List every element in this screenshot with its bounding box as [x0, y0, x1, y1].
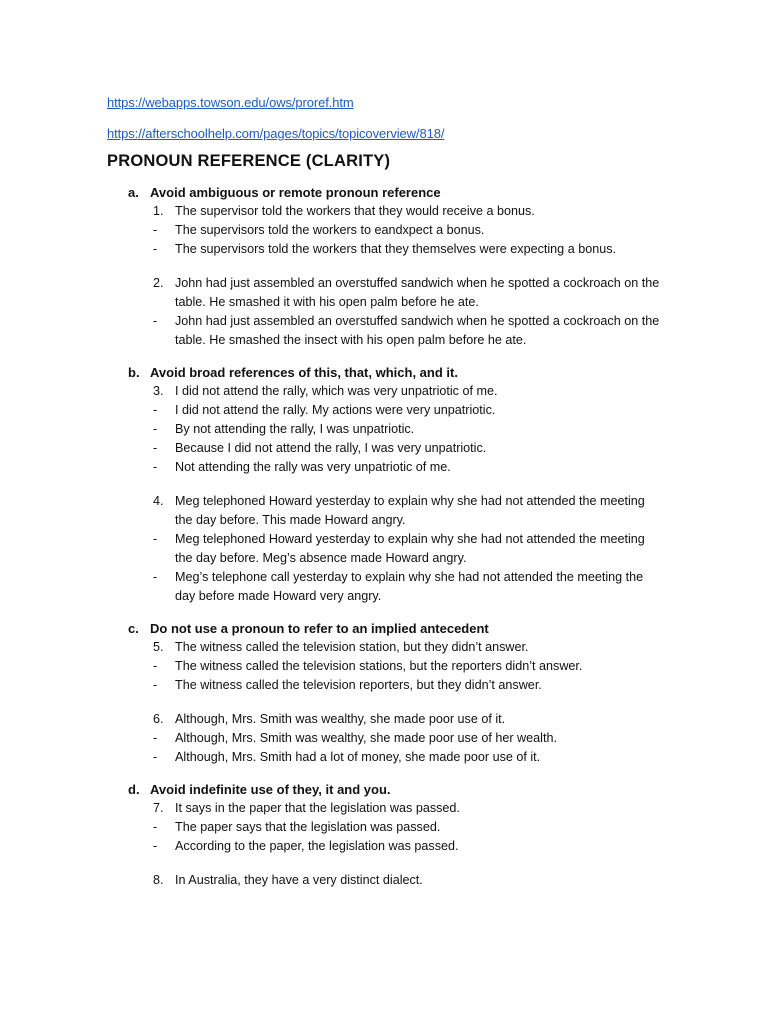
revision-item	[107, 837, 667, 856]
revision-item	[107, 401, 667, 420]
item-text: The supervisors told the workers to eandxpect a bonus.	[175, 223, 485, 237]
item-marker: -	[153, 223, 158, 237]
section-a	[107, 183, 667, 350]
item-text: Although, Mrs. Smith was wealthy, she made poor use of her wealth.	[175, 731, 557, 745]
section-title: Avoid indefinite use of they, it and you.	[150, 782, 391, 797]
revision-item	[107, 221, 667, 240]
item-marker: -	[153, 731, 158, 745]
reference-link-towson[interactable]: https://webapps.towson.edu/ows/proref.htm	[107, 95, 354, 110]
page-title: PRONOUN REFERENCE (CLARITY)	[107, 152, 391, 170]
example-item	[107, 638, 667, 657]
revision-item	[107, 568, 667, 606]
document-body	[107, 183, 667, 903]
revision-item	[107, 439, 667, 458]
section-letter: c.	[128, 621, 139, 636]
item-text: It says in the paper that the legislation was passed.	[175, 801, 460, 815]
section-d	[107, 780, 667, 890]
section-title: Avoid ambiguous or remote pronoun reference	[150, 185, 441, 200]
item-text: Not attending the rally was very unpatriotic of me.	[175, 460, 451, 474]
item-marker: 7.	[153, 801, 164, 815]
item-marker: -	[153, 678, 158, 692]
item-marker: 8.	[153, 873, 164, 887]
item-marker: -	[153, 314, 158, 328]
section-letter: b.	[128, 365, 140, 380]
item-marker: 4.	[153, 494, 164, 508]
revision-item	[107, 657, 667, 676]
example-group	[107, 638, 667, 695]
item-text: The supervisors told the workers that they themselves were expecting a bonus.	[175, 242, 617, 256]
example-item	[107, 202, 667, 221]
section-heading	[107, 780, 667, 799]
item-text: By not attending the rally, I was unpatriotic.	[175, 422, 415, 436]
item-text: Meg’s telephone call yesterday to explain why she had not attended the meeting the day before made Howard very angry.	[175, 570, 644, 603]
item-text: I did not attend the rally, which was very unpatriotic of me.	[175, 384, 498, 398]
item-marker: -	[153, 839, 158, 853]
example-item	[107, 492, 667, 530]
item-text: According to the paper, the legislation was passed.	[175, 839, 459, 853]
example-group	[107, 799, 667, 856]
item-marker: -	[153, 422, 158, 436]
item-text: John had just assembled an overstuffed sandwich when he spotted a cockroach on the table. He smashed it with his open palm before he ate.	[175, 276, 660, 309]
example-item	[107, 871, 667, 890]
reference-links	[107, 93, 444, 155]
section-heading	[107, 183, 667, 202]
example-item	[107, 799, 667, 818]
item-text: Although, Mrs. Smith had a lot of money, she made poor use of it.	[175, 750, 541, 764]
item-text: In Australia, they have a very distinct dialect.	[175, 873, 423, 887]
item-marker: 6.	[153, 712, 164, 726]
example-group	[107, 710, 667, 767]
example-item	[107, 274, 667, 312]
item-marker: -	[153, 441, 158, 455]
section-title: Avoid broad references of this, that, which, and it.	[150, 365, 458, 380]
section-letter: a.	[128, 185, 139, 200]
section-letter: d.	[128, 782, 140, 797]
item-text: Although, Mrs. Smith was wealthy, she made poor use of it.	[175, 712, 506, 726]
revision-item	[107, 729, 667, 748]
revision-item	[107, 530, 667, 568]
item-text: Because I did not attend the rally, I was very unpatriotic.	[175, 441, 487, 455]
revision-item	[107, 748, 667, 767]
item-marker: -	[153, 460, 158, 474]
section-c	[107, 619, 667, 767]
revision-item	[107, 458, 667, 477]
example-group	[107, 202, 667, 259]
item-text: The witness called the television stations, but the reporters didn’t answer.	[175, 659, 583, 673]
item-marker: -	[153, 570, 158, 584]
reference-link-afterschoolhelp[interactable]: https://afterschoolhelp.com/pages/topics/topicoverview/818/	[107, 126, 445, 141]
section-b	[107, 363, 667, 606]
revision-item	[107, 312, 667, 350]
item-text: The witness called the television station, but they didn’t answer.	[175, 640, 529, 654]
revision-item	[107, 818, 667, 837]
section-heading	[107, 363, 667, 382]
item-marker: -	[153, 532, 158, 546]
revision-item	[107, 420, 667, 439]
section-title: Do not use a pronoun to refer to an implied antecedent	[150, 621, 489, 636]
item-marker: -	[153, 750, 158, 764]
item-marker: 1.	[153, 204, 164, 218]
item-text: John had just assembled an overstuffed sandwich when he spotted a cockroach on the table. He smashed the insect with his open palm before he ate.	[175, 314, 660, 347]
item-text: The paper says that the legislation was passed.	[175, 820, 441, 834]
item-marker: 5.	[153, 640, 164, 654]
item-marker: 2.	[153, 276, 164, 290]
example-group	[107, 382, 667, 477]
revision-item	[107, 676, 667, 695]
example-item	[107, 710, 667, 729]
item-text: The supervisor told the workers that they would receive a bonus.	[175, 204, 535, 218]
item-marker: -	[153, 403, 158, 417]
example-item	[107, 382, 667, 401]
item-text: Meg telephoned Howard yesterday to explain why she had not attended the meeting the day before. This made Howard angry.	[175, 494, 645, 527]
item-text: The witness called the television reporters, but they didn’t answer.	[175, 678, 542, 692]
example-group	[107, 492, 667, 606]
example-group	[107, 274, 667, 350]
item-marker: -	[153, 659, 158, 673]
item-marker: 3.	[153, 384, 164, 398]
item-text: I did not attend the rally. My actions were very unpatriotic.	[175, 403, 496, 417]
example-group	[107, 871, 667, 890]
item-text: Meg telephoned Howard yesterday to explain why she had not attended the meeting the day before. Meg’s absence made Howard angry.	[175, 532, 645, 565]
item-marker: -	[153, 242, 158, 256]
section-heading	[107, 619, 667, 638]
item-marker: -	[153, 820, 158, 834]
revision-item	[107, 240, 667, 259]
